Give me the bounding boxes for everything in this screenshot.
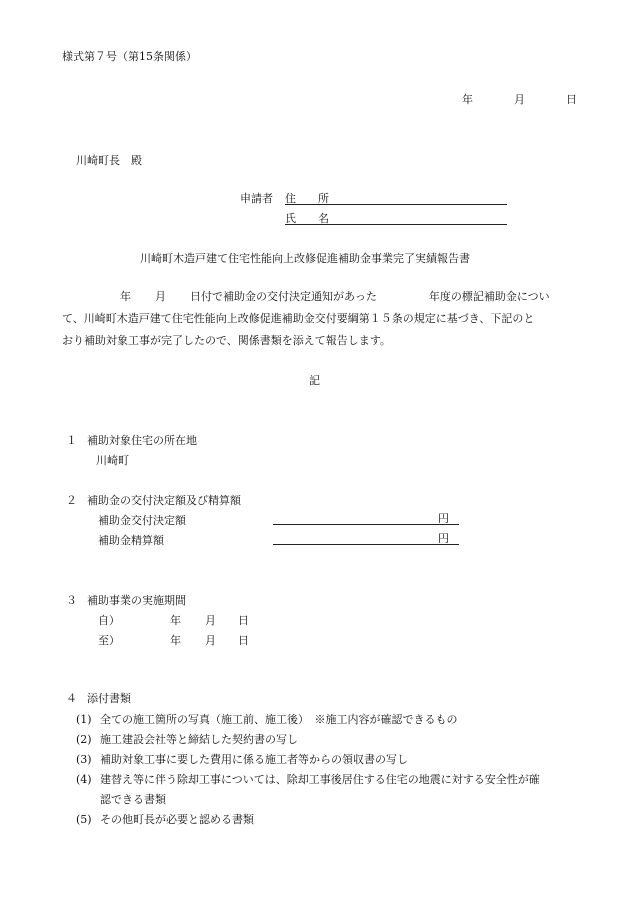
- attachment-item-3: [76, 751, 408, 767]
- section-2-heading: [66, 492, 241, 508]
- body-line-1: [62, 286, 580, 308]
- date-year: 年: [462, 93, 473, 106]
- date-day: 日: [566, 93, 577, 106]
- address-label: 住 所: [285, 192, 329, 205]
- applicant-address-field: [285, 190, 507, 205]
- attachment-4-text: 建替え等に伴う除却工事については、除却工事後居住する住宅の地震に対する安全性が確: [100, 773, 540, 786]
- section-1-number: １: [66, 434, 77, 447]
- body-line-3: おり補助対象工事が完了したので、関係書類を添えて報告します。: [62, 334, 391, 347]
- period-from-label: 自）: [98, 614, 120, 627]
- period-to-year: 年: [170, 634, 181, 647]
- section-2-row-1-unit: 円: [438, 512, 449, 525]
- attachment-1-num: (1): [76, 713, 92, 726]
- attachment-4-num: (4): [76, 773, 92, 786]
- section-3-title: 補助事業の実施期間: [87, 594, 186, 607]
- attachment-3-num: (3): [76, 753, 92, 766]
- section-3-number: ３: [66, 594, 77, 607]
- attachment-item-4: [76, 771, 540, 787]
- attachment-2-num: (2): [76, 733, 92, 746]
- applicant-name-field: [285, 210, 507, 225]
- date-line: [462, 91, 577, 107]
- addressee: 川崎町長 殿: [76, 154, 142, 167]
- attachment-5-text: その他町長が必要と認める書類: [100, 813, 254, 826]
- section-4-number: ４: [66, 692, 77, 705]
- period-from-year: 年: [170, 614, 181, 627]
- period-from-month: 月: [205, 614, 216, 627]
- form-number: 様式第７号（第15条関係）: [62, 50, 197, 63]
- body-fiscal-text: 年度の標記補助金につい: [428, 290, 550, 303]
- body-line-2: て、川崎町木造戸建て住宅性能向上改修促進補助金交付要綱第１５条の規定に基づき、下記のと: [62, 312, 535, 325]
- section-4-heading: [66, 690, 131, 706]
- period-to-day: 日: [238, 634, 249, 647]
- section-2-row-2-field: [273, 530, 459, 545]
- section-1-title: 補助対象住宅の所在地: [87, 434, 197, 447]
- section-1-heading: [66, 432, 197, 448]
- applicant-label: 申請者: [240, 192, 273, 205]
- section-2-row-2-label: 補助金精算額: [98, 534, 164, 547]
- section-2-title: 補助金の交付決定額及び精算額: [87, 494, 241, 507]
- period-from-day: 日: [238, 614, 249, 627]
- attachment-4-continuation: 認できる書類: [100, 793, 166, 806]
- section-2-number: ２: [66, 494, 77, 507]
- attachment-3-text: 補助対象工事に要した費用に係る施工者等からの領収書の写し: [100, 753, 408, 766]
- body-day-text: 日付で補助金の交付決定通知があった: [190, 290, 377, 303]
- section-3-heading: [66, 592, 186, 608]
- section-2-row-1-label: 補助金交付決定額: [98, 514, 186, 527]
- attachment-item-1: [76, 711, 458, 727]
- name-label: 氏 名: [285, 212, 329, 225]
- attachment-1-text: 全ての施工箇所の写真（施工前、施工後） ※施工内容が確認できるもの: [100, 713, 458, 726]
- ki-heading: 記: [309, 374, 320, 387]
- attachment-5-num: (5): [76, 813, 92, 826]
- document-title: 川崎町木造戸建て住宅性能向上改修促進補助金事業完了実績報告書: [140, 252, 470, 265]
- section-2-row-1-field: [273, 510, 459, 525]
- body-month: 月: [155, 290, 166, 303]
- section-2-row-2-unit: 円: [438, 532, 449, 545]
- attachment-2-text: 施工建設会社等と締結した契約書の写し: [100, 733, 298, 746]
- period-to-month: 月: [205, 634, 216, 647]
- date-month: 月: [514, 93, 525, 106]
- attachment-item-2: [76, 731, 298, 747]
- body-year: 年: [120, 290, 131, 303]
- section-1-value: 川崎町: [96, 454, 129, 467]
- section-4-title: 添付書類: [87, 692, 131, 705]
- period-to-label: 至）: [98, 634, 120, 647]
- body-paragraph: [62, 286, 580, 352]
- attachment-item-5: [76, 811, 254, 827]
